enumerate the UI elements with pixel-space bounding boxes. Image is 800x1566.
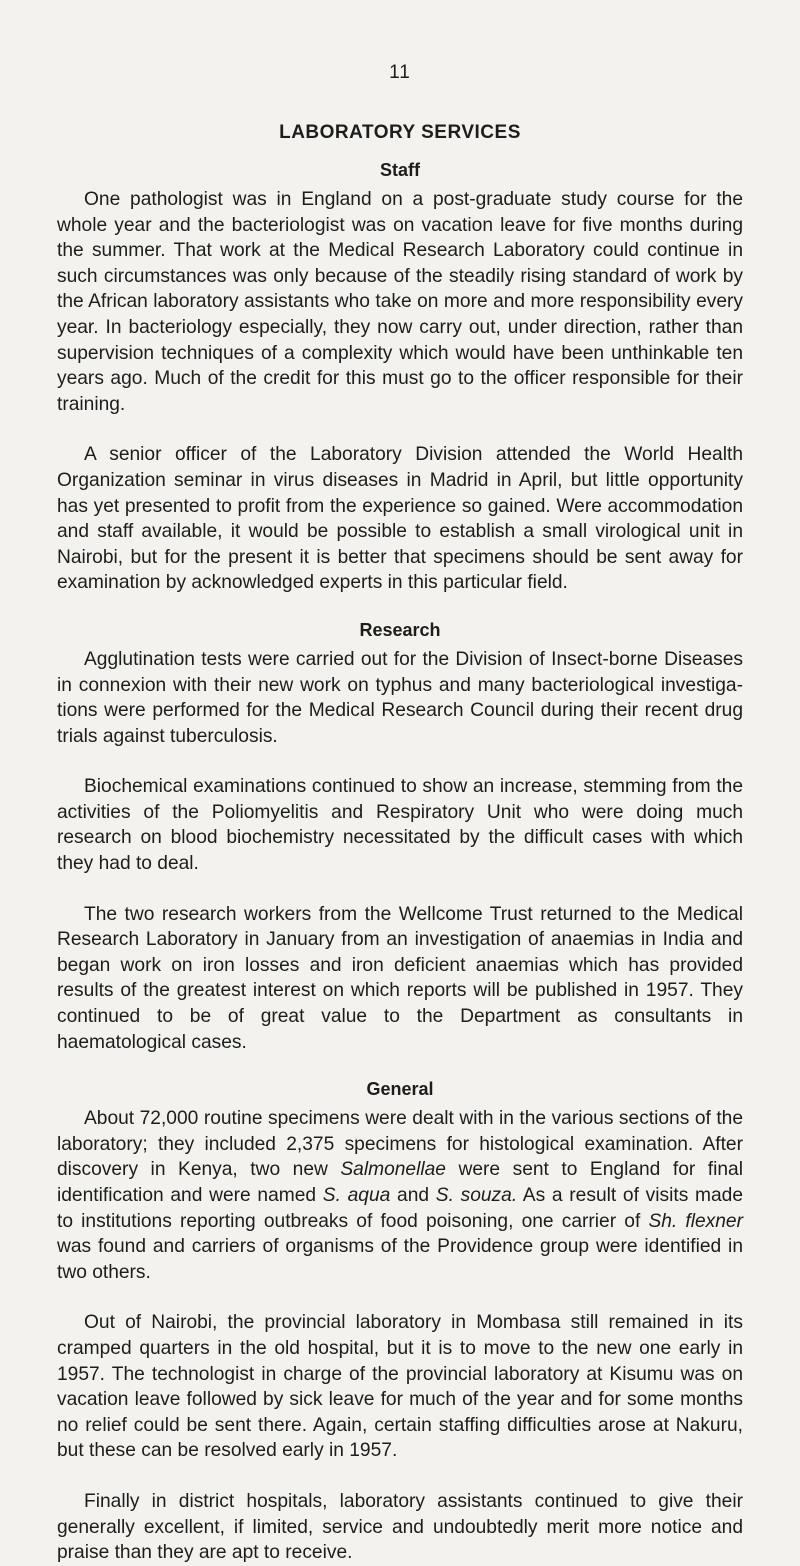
text-run: As a result of visits made to institutions reporting outbreaks of food poisoning, one carrier of — [57, 1185, 743, 1232]
section-general — [57, 1079, 743, 1566]
paragraph: Out of Nairobi, the provincial laboratory in Mombasa still remained in its cramped quarters in the old hospital, but it is to move to the new one early in 1957. The technologist in charge of the provincial laboratory at Kisumu was on vacation leave followed by sick leave for much of the year and for some months no relief could be sent there. Again, certain staffing difficulties arose at Nakuru, but these can be resolved early in 1957. — [57, 1312, 743, 1462]
paragraph: A senior officer of the Laboratory Division attended the World Health Organization seminar in virus diseases in Madrid in April, but little opportunity has yet presented to profit from the experience so gained. Were accommodation and staff available, it would be possible to establish a small virological unit in Nairobi, but for the present it is better that specimens should be sent away for examination by acknowledged experts in this particular field. — [57, 444, 743, 594]
section-heading-staff: Staff — [380, 160, 420, 180]
section-heading-research: Research — [359, 619, 441, 640]
italic-term: S. aqua — [322, 1185, 391, 1206]
paragraph: One pathologist was in England on a post-graduate study course for the whole year and the bacteriologist was on vacation leave for five months during the summer. That work at the Medical Research Laboratory could continue in such circumstances was only because of the steadily rising standard of work by the African laboratory assistants who take on more and more responsibility every year. In bacteriology especially, they now carry out, under direction, rather than supervision techniques of a complexity which would have been unthinkable ten years ago. Much of the credit for this must go to the officer responsible for their training. — [57, 189, 743, 415]
paragraph: Biochemical examinations continued to show an increase, stemming from the activities of the Poliomyelitis and Respiratory Unit who were doing much research on blood biochemistry necessitated by the difficult cases with which they had to deal. — [57, 776, 743, 875]
page-number: 11 — [389, 62, 411, 83]
italic-term: Salmonellae — [340, 1159, 446, 1181]
italic-term: Sh. flexner — [648, 1210, 743, 1232]
paragraph: Agglutination tests were carried out for the Division of Insect-borne Diseases in connexion with their new work on typhus and many bacteriological investigations were performed for the Medical Research Council during their recent drug trials against tuberculosis. — [57, 648, 743, 747]
text-run: were sent to England for final identification and were named — [57, 1159, 743, 1206]
text-run: About 72,000 routine specimens were dealt with in the various sections of the laboratory; they included 2,375 specimens for histological examination. After discovery in Kenya, two new — [57, 1108, 743, 1181]
section-heading-general: General — [366, 1079, 434, 1100]
paragraph: The two research workers from the Wellcome Trust returned to the Medical Research Laboratory in January from an investigation of anaemias in India and began work on iron losses and iron deficient anaemias which has provided results of the greatest interest on which reports will be published in 1957. They continued to be of great value to the Department as consultants in haematological cases. — [57, 903, 743, 1053]
text-run: was found and carriers of organisms of the Providence group were identified in two others. — [57, 1236, 743, 1283]
italic-term: S. souza. — [435, 1185, 518, 1206]
paragraph: Finally in district hospitals, laboratory assistants continued to give their generally excellent, if limited, service and undoubtedly merit more notice and praise than they are apt to receive. — [57, 1490, 743, 1564]
paragraph — [57, 1106, 743, 1285]
section-staff — [57, 160, 743, 596]
section-research — [57, 620, 743, 1055]
page-title: LABORATORY SERVICES — [279, 122, 521, 143]
text-run: and — [390, 1185, 436, 1206]
